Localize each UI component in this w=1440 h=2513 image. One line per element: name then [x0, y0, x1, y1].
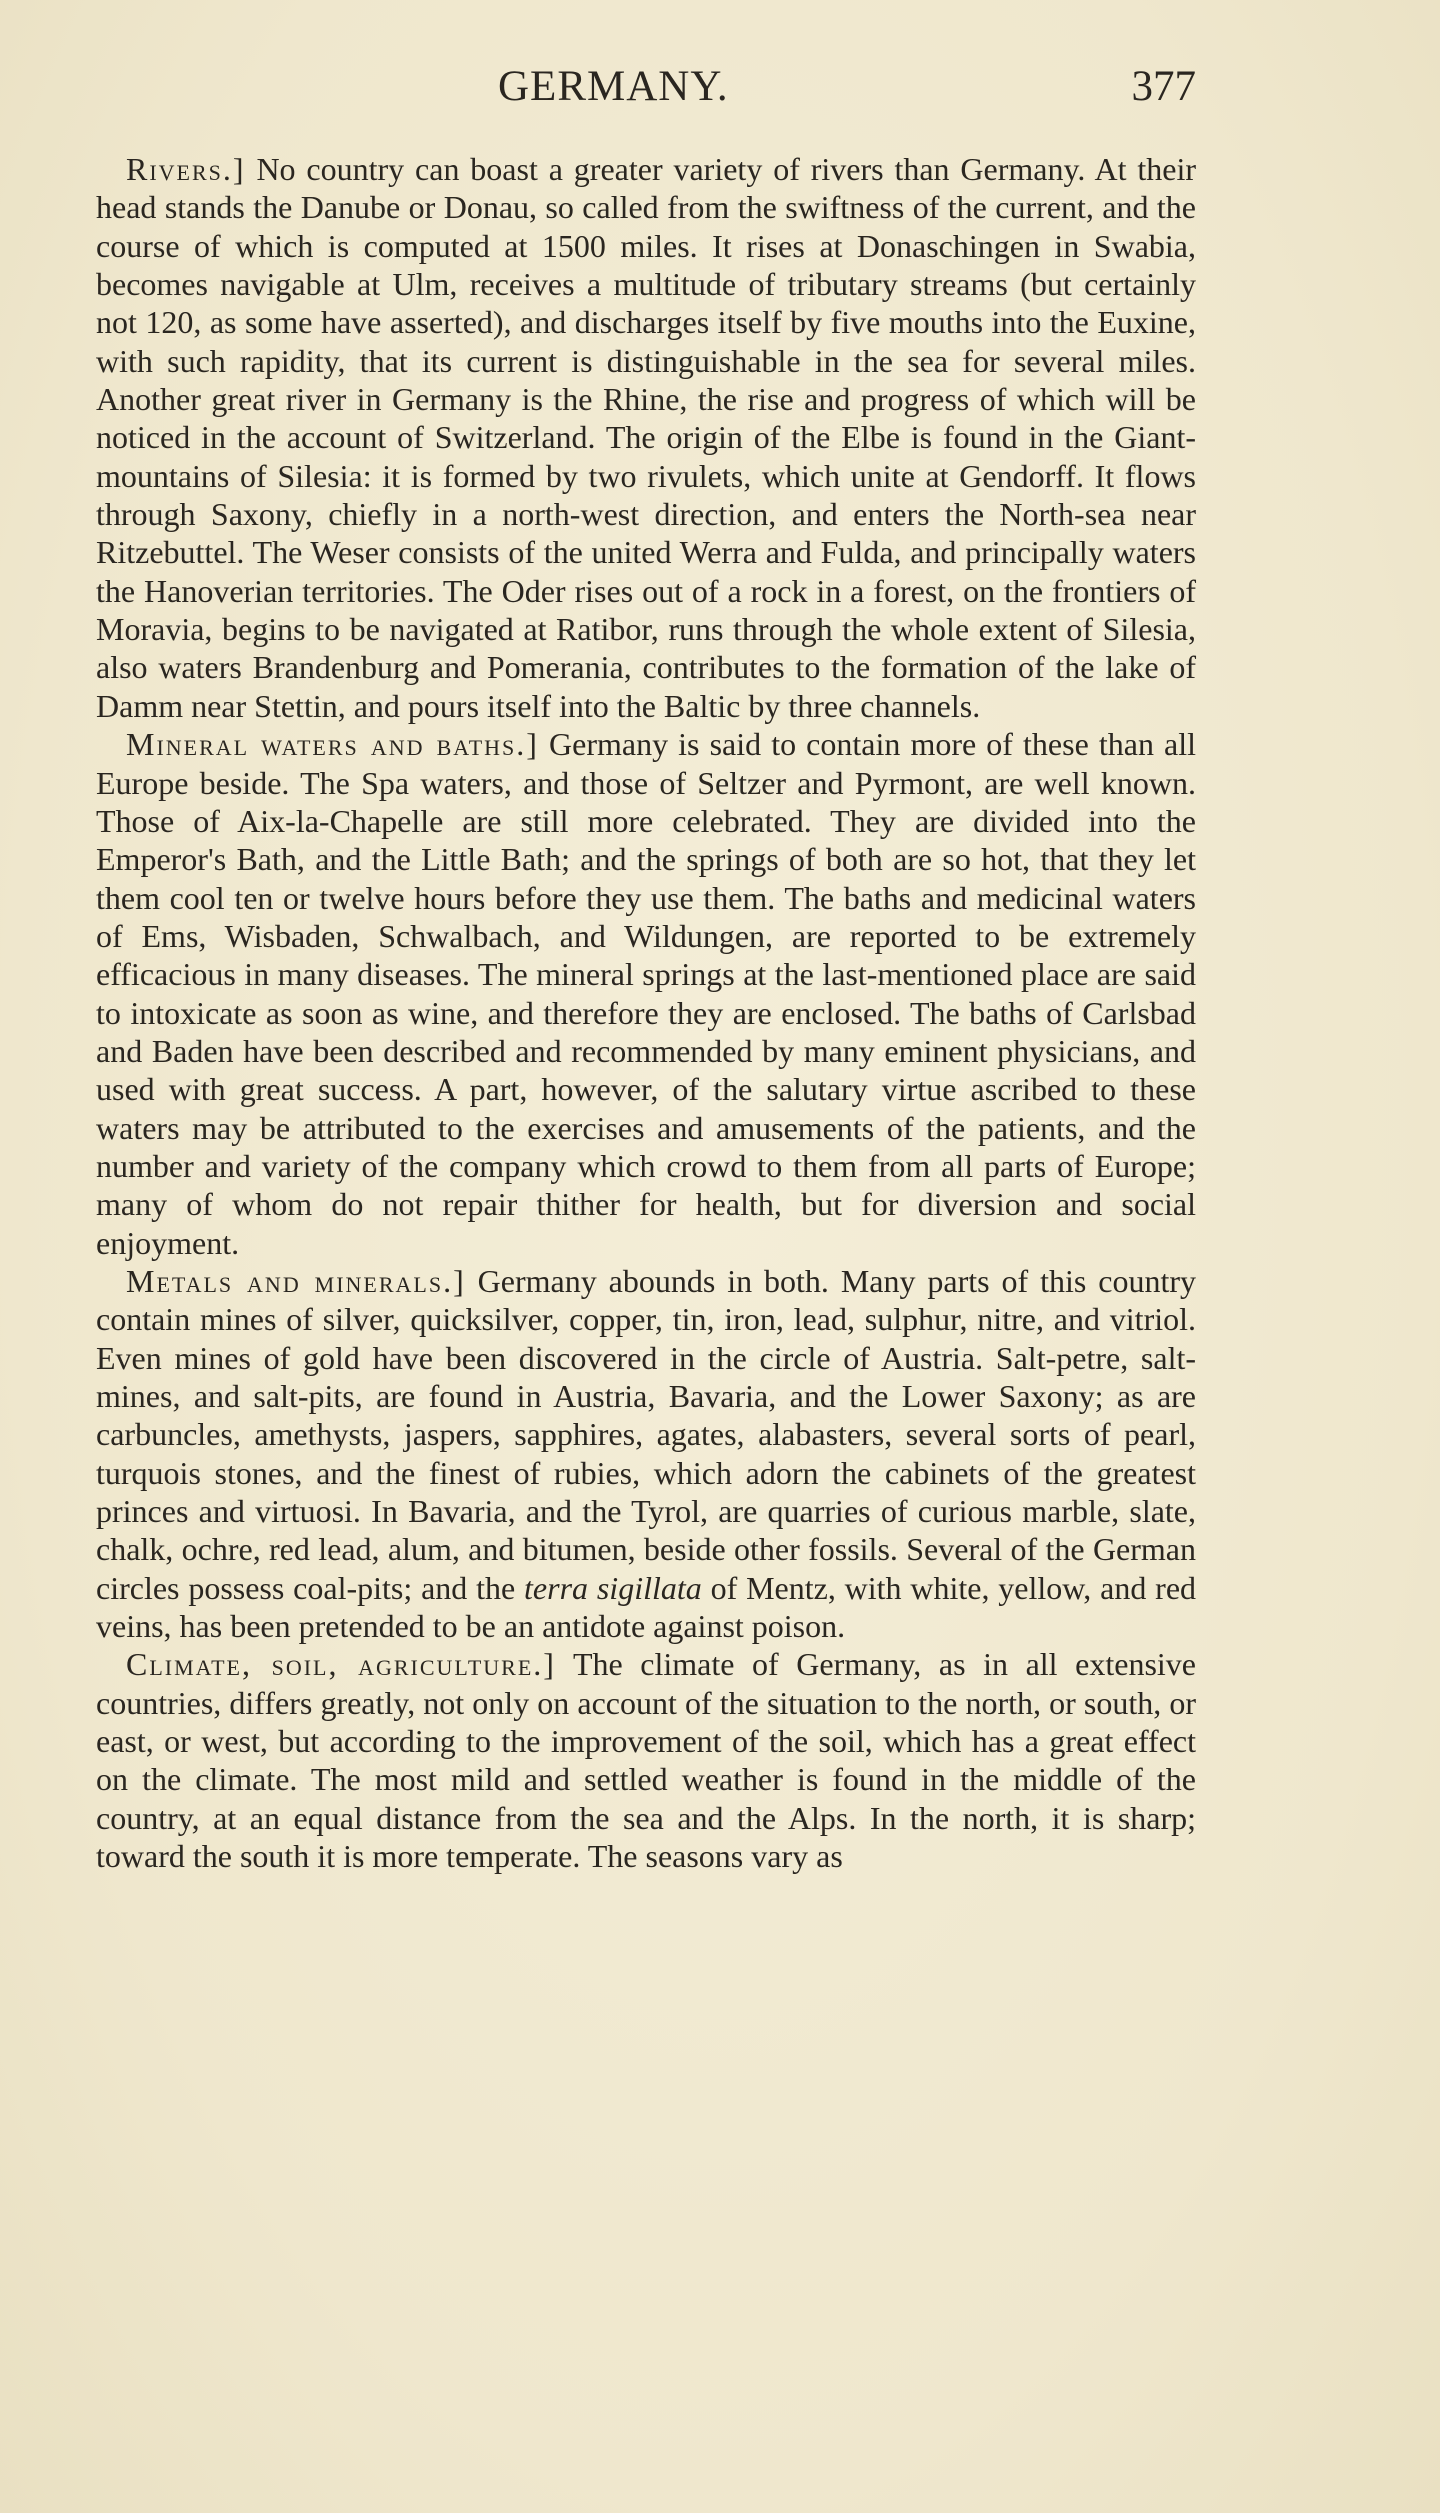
- paragraph-climate: [96, 1645, 1196, 1875]
- section-heading-rivers: Rivers.]: [126, 151, 246, 187]
- italic-term: terra sigillata: [524, 1569, 702, 1606]
- paragraph-text-climate: The climate of Germany, as in all extensive countries, differs greatly, not only on account of the situation to the north, or south, or east, or west, but according to the improvement of the soil, which has a great effect on the climate. The most mild and settled weather is found in the middle of the country, at an equal distance from the sea and the Alps. In the north, it is sharp; toward the south it is more temperate. The seasons vary as: [96, 1646, 1197, 1875]
- paragraph-text-rivers: No country can boast a greater variety of rivers than Germany. At their head stands the Danube or Donau, so called from the swiftness of the current, and the course of which is computed at 1500 miles. It rises at Donaschingen in Swabia, becomes navigable at Ulm, receives a multitude of tributary streams (but certainly not 120, as some have asserted), and discharges itself by five mouths into the Euxine, with such rapidity, that its current is distinguishable in the sea for several miles. Another great river in Germany is the Rhine, the rise and progress of which will be noticed in the account of Switzerland. The origin of the Elbe is found in the Giant-mountains of Silesia: it is formed by two rivulets, which unite at Gendorff. It flows through Saxony, chiefly in a north-west direction, and enters the North-sea near Ritzebuttel. The Weser consists of the united Werra and Fulda, and principally waters the Hanoverian territories. The Oder rises out of a rock in a forest, on the frontiers of Moravia, begins to be navigated at Ratibor, runs through the whole extent of Silesia, also waters Brandenburg and Pomerania, contributes to the formation of the lake of Damm near Stettin, and pours itself into the Baltic by three channels.: [96, 151, 1197, 724]
- running-head: [96, 62, 1196, 122]
- body-text: [96, 150, 1196, 1875]
- paragraph-text-metals-1: Germany abounds in both. Many parts of this country contain mines of silver, quicksilver, copper, tin, iron, lead, sulphur, nitre, and vitriol. Even mines of gold have been discovered in the circle of Austria. Salt-petre, salt-mines, and salt-pits, are found in Austria, Bavaria, and the Lower Saxony; as are carbuncles, amethysts, jaspers, sapphires, agates, alabasters, several sorts of pearl, turquois stones, and the finest of rubies, which adorn the cabinets of the greatest princes and virtuosi. In Bavaria, and the Tyrol, are quarries of curious marble, slate, chalk, ochre, red lead, alum, and bitumen, beside other fossils. Several of the German circles possess coal-pits; and the: [96, 1262, 1196, 1606]
- paragraph-rivers: [96, 150, 1196, 725]
- section-heading-mineral-waters: Mineral waters and baths.]: [126, 726, 539, 763]
- paragraph-metals: [96, 1262, 1196, 1645]
- paragraph-mineral-waters: [96, 725, 1196, 1262]
- paragraph-text-mineral-waters: Germany is said to contain more of these than all Europe beside. The Spa waters, and those of Seltzer and Pyrmont, are well known. Those of Aix-la-Chapelle are still more celebrated. They are divided into the Emperor's Bath, and the Little Bath; and the springs of both are so hot, that they let them cool ten or twelve hours before they use them. The baths and medicinal waters of Ems, Wisbaden, Schwalbach, and Wildungen, are reported to be extremely efficacious in many diseases. The mineral springs at the last-mentioned place are said to intoxicate as soon as wine, and therefore they are enclosed. The baths of Carlsbad and Baden have been described and recommended by many eminent physicians, and used with great success. A part, however, of the salutary virtue ascribed to these waters may be attributed to the exercises and amusements of the patients, and the number and variety of the company which crowd to them from all parts of Europe; many of whom do not repair thither for health, but for diversion and social enjoyment.: [96, 726, 1197, 1261]
- paragraph-text-metals-2: of Mentz, with white, yellow, and red veins, has been pretended to be an antidote against poison.: [96, 1569, 1197, 1645]
- section-heading-metals: Metals and minerals.]: [126, 1262, 466, 1299]
- page-number: 377: [1131, 63, 1196, 110]
- running-title: GERMANY.: [498, 63, 729, 110]
- section-heading-climate: Climate, soil, agriculture.]: [126, 1646, 556, 1683]
